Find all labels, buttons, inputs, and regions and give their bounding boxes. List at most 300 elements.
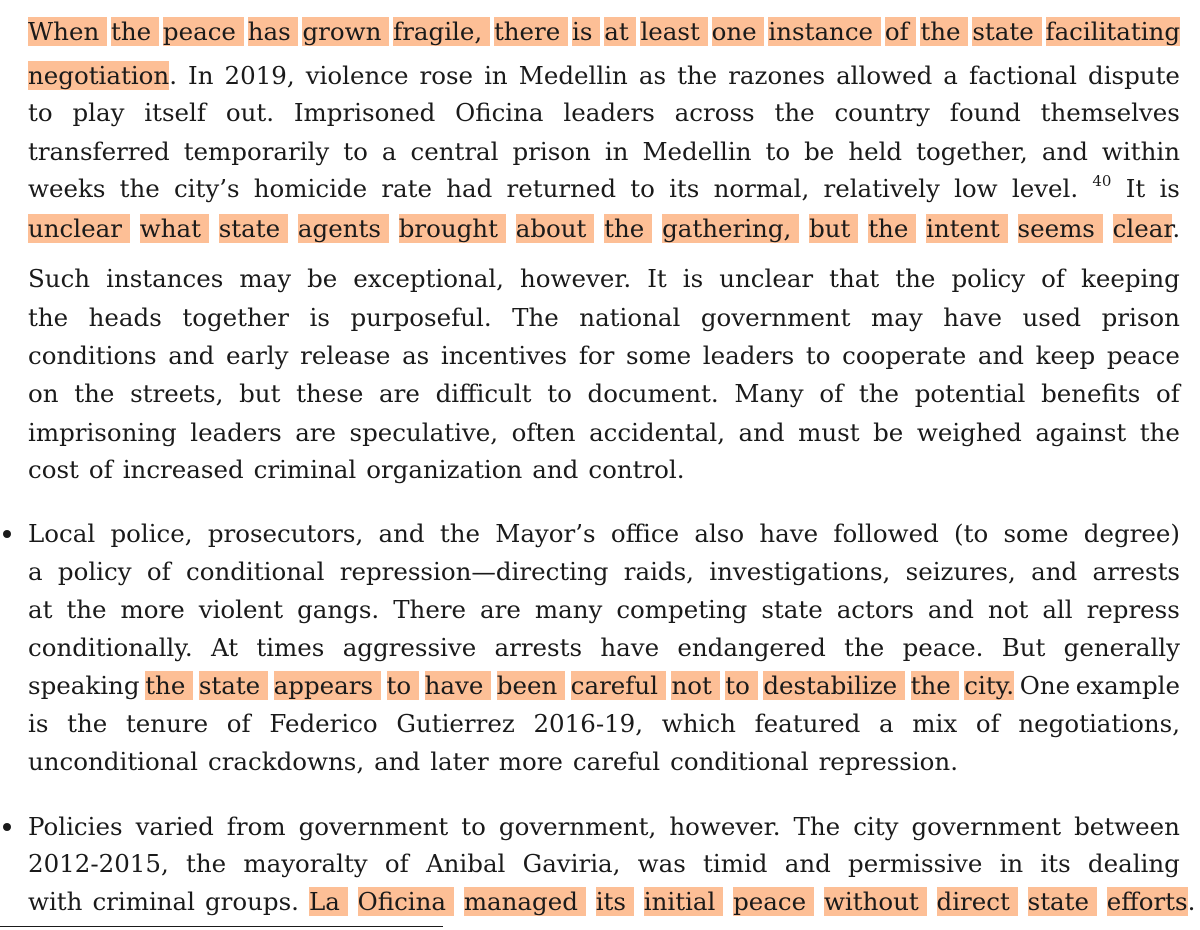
word: may bbox=[239, 264, 292, 293]
word: featured bbox=[754, 709, 861, 738]
word: streets, bbox=[130, 379, 224, 408]
word: be bbox=[873, 418, 904, 447]
word: prosecutors, bbox=[207, 519, 364, 548]
word: (to bbox=[954, 519, 989, 548]
word: Local bbox=[28, 519, 96, 548]
word: government bbox=[911, 812, 1062, 841]
word: held bbox=[848, 137, 903, 166]
word: the bbox=[186, 849, 227, 878]
word: state bbox=[761, 595, 823, 624]
word: are bbox=[379, 379, 420, 408]
word: be bbox=[307, 264, 338, 293]
word: the bbox=[74, 379, 115, 408]
bullet-marker-1 bbox=[3, 530, 11, 538]
word: low bbox=[954, 174, 998, 203]
p2-line-6 bbox=[28, 451, 1180, 488]
word: but bbox=[809, 214, 859, 243]
word: not bbox=[987, 595, 1029, 624]
word: and bbox=[1031, 557, 1078, 586]
word: must bbox=[798, 418, 860, 447]
word: Mayor’s bbox=[495, 519, 596, 548]
word: the bbox=[920, 17, 969, 46]
word: managed bbox=[463, 887, 586, 916]
word: homicide bbox=[253, 174, 368, 203]
word: to bbox=[765, 137, 791, 166]
word: intent bbox=[926, 214, 1008, 243]
word: weighed bbox=[916, 418, 1022, 447]
word: are bbox=[295, 418, 337, 447]
word: is bbox=[309, 303, 330, 332]
word: as bbox=[638, 61, 667, 90]
word: aggressive bbox=[342, 633, 477, 662]
p2-line-2 bbox=[28, 299, 1180, 336]
word: actors bbox=[836, 595, 914, 624]
word: crackdowns, bbox=[207, 747, 365, 776]
p1-line-5 bbox=[28, 170, 1180, 207]
word: careful bbox=[570, 671, 666, 700]
word: Imprisoned bbox=[293, 98, 436, 127]
word: But bbox=[1001, 633, 1046, 662]
word: benefits bbox=[1041, 379, 1141, 408]
word: to bbox=[630, 174, 655, 203]
word: of bbox=[1156, 379, 1180, 408]
word: efforts. bbox=[1106, 887, 1196, 916]
word: weeks bbox=[28, 174, 106, 203]
p2-line-1 bbox=[28, 260, 1180, 297]
word: to bbox=[725, 671, 758, 700]
word: facilitating bbox=[1045, 17, 1180, 46]
word: timid bbox=[703, 849, 768, 878]
word: violent bbox=[198, 595, 284, 624]
word: government bbox=[700, 303, 851, 332]
word: been bbox=[496, 671, 566, 700]
b1-line-3 bbox=[28, 591, 1180, 628]
b1-line-4 bbox=[28, 629, 1180, 666]
word: accidental, bbox=[589, 418, 726, 447]
word: be bbox=[804, 137, 835, 166]
word: had bbox=[446, 174, 493, 203]
word: central bbox=[410, 137, 499, 166]
word: national bbox=[579, 303, 681, 332]
word: mix bbox=[912, 709, 958, 738]
word: When bbox=[28, 17, 108, 46]
word: 40 bbox=[1092, 172, 1112, 190]
word: example bbox=[1075, 671, 1180, 700]
p1-line-4 bbox=[28, 133, 1180, 170]
word: prison bbox=[512, 137, 591, 166]
word: used bbox=[1022, 303, 1082, 332]
word: repression. bbox=[818, 747, 958, 776]
word: and bbox=[1041, 137, 1088, 166]
word: initial bbox=[643, 887, 724, 916]
word: gangs. bbox=[297, 595, 380, 624]
word: at bbox=[28, 595, 53, 624]
word: but bbox=[239, 379, 281, 408]
word: and bbox=[374, 747, 421, 776]
word: later bbox=[430, 747, 489, 776]
word: found bbox=[949, 98, 1021, 127]
word: the bbox=[895, 264, 936, 293]
word: dispute bbox=[1088, 61, 1180, 90]
word: state bbox=[218, 214, 288, 243]
word: keep bbox=[1035, 341, 1096, 370]
word: returned bbox=[506, 174, 617, 203]
word: permissive bbox=[848, 849, 983, 878]
word: with bbox=[28, 887, 83, 916]
word: careful bbox=[572, 747, 661, 776]
word: level. bbox=[1011, 174, 1079, 203]
word: to bbox=[805, 341, 831, 370]
word: not bbox=[671, 671, 720, 700]
word: instance bbox=[768, 17, 881, 46]
word: peace. bbox=[902, 633, 984, 662]
word: and bbox=[378, 519, 425, 548]
word: the bbox=[66, 595, 107, 624]
word: all bbox=[1042, 595, 1073, 624]
word: policy bbox=[951, 264, 1026, 293]
word: for bbox=[578, 341, 615, 370]
word: generally bbox=[1063, 633, 1180, 662]
word: its bbox=[669, 174, 700, 203]
word: fragile, bbox=[393, 17, 490, 46]
word: conditional bbox=[186, 557, 325, 586]
word: transferred bbox=[28, 137, 170, 166]
word: peace bbox=[733, 887, 814, 916]
word: state bbox=[198, 671, 268, 700]
word: clear. bbox=[1112, 214, 1181, 243]
word: speaking bbox=[28, 671, 140, 700]
word: the bbox=[28, 303, 69, 332]
word: Oficina bbox=[455, 98, 544, 127]
word: release bbox=[300, 341, 391, 370]
word: a bbox=[943, 61, 958, 90]
word: Gaviria, bbox=[522, 849, 621, 878]
word: there bbox=[493, 17, 569, 46]
word: some bbox=[626, 341, 692, 370]
word: rose bbox=[419, 61, 474, 90]
word: however. bbox=[669, 812, 781, 841]
word: the bbox=[67, 709, 108, 738]
word: what bbox=[139, 214, 209, 243]
word: the bbox=[119, 174, 160, 203]
word: conditions bbox=[28, 341, 157, 370]
word: conditionally. bbox=[28, 633, 193, 662]
b2-line-2 bbox=[28, 845, 1180, 882]
word: document. bbox=[587, 379, 719, 408]
word: have bbox=[759, 519, 819, 548]
word: unclear bbox=[719, 264, 814, 293]
word: often bbox=[511, 418, 576, 447]
word: these bbox=[296, 379, 364, 408]
word: It bbox=[1125, 174, 1146, 203]
word: It bbox=[647, 264, 667, 293]
word: on bbox=[28, 379, 59, 408]
b1-line-7 bbox=[28, 743, 1180, 780]
word: may bbox=[871, 303, 923, 332]
word: 2019, bbox=[224, 61, 295, 90]
word: difficult bbox=[435, 379, 532, 408]
word: raids, bbox=[623, 557, 694, 586]
word: and bbox=[532, 455, 579, 484]
b1-line-5 bbox=[28, 667, 1180, 704]
word: peace bbox=[1106, 341, 1180, 370]
p1-line-2 bbox=[28, 57, 1180, 94]
word: city. bbox=[964, 671, 1015, 700]
word: to bbox=[343, 137, 368, 166]
word: keeping bbox=[1081, 264, 1180, 293]
word: exceptional, bbox=[353, 264, 504, 293]
word: the bbox=[145, 671, 194, 700]
word: to bbox=[461, 812, 486, 841]
word: investigations, bbox=[709, 557, 891, 586]
word: appears bbox=[273, 671, 381, 700]
word: criminal bbox=[253, 455, 357, 484]
word: 2016-19, bbox=[533, 709, 644, 738]
word: prison bbox=[1101, 303, 1180, 332]
word: relatively bbox=[823, 174, 940, 203]
b1-line-6 bbox=[28, 705, 1180, 742]
word: arrests bbox=[1092, 557, 1180, 586]
word: across bbox=[674, 98, 755, 127]
word: of bbox=[1041, 264, 1065, 293]
word: groups. bbox=[205, 887, 299, 916]
word: is bbox=[28, 709, 49, 738]
word: and bbox=[738, 418, 785, 447]
word: cost bbox=[28, 455, 79, 484]
word: leaders bbox=[702, 341, 795, 370]
word: degree) bbox=[1083, 519, 1180, 548]
word: the bbox=[844, 633, 885, 662]
word: police, bbox=[110, 519, 193, 548]
word: play bbox=[72, 98, 125, 127]
word: themselves bbox=[1040, 98, 1180, 127]
word: brought bbox=[398, 214, 506, 243]
word: to bbox=[547, 379, 572, 408]
word: criminal bbox=[92, 887, 195, 916]
word: the bbox=[774, 98, 815, 127]
word: government, bbox=[498, 812, 657, 841]
word: endangered bbox=[677, 633, 826, 662]
word: leaders bbox=[190, 418, 282, 447]
word: Gutierrez bbox=[396, 709, 515, 738]
word: are bbox=[480, 595, 521, 624]
word: razones bbox=[728, 61, 826, 90]
word: The bbox=[512, 303, 559, 332]
word: imprisoning bbox=[28, 418, 177, 447]
word: state bbox=[972, 17, 1042, 46]
p2-line-5 bbox=[28, 414, 1180, 451]
word: the bbox=[910, 671, 959, 700]
word: In bbox=[188, 61, 214, 90]
word: city bbox=[853, 812, 899, 841]
word: of bbox=[819, 379, 844, 408]
word: grown bbox=[302, 17, 390, 46]
word: seizures, bbox=[905, 557, 1016, 586]
word: mayoralty bbox=[243, 849, 368, 878]
word: between bbox=[1074, 812, 1180, 841]
word: rate bbox=[381, 174, 433, 203]
word: which bbox=[661, 709, 736, 738]
word: has bbox=[247, 17, 299, 46]
word: its bbox=[1040, 849, 1071, 878]
word: in bbox=[604, 137, 629, 166]
word: negotiations, bbox=[1018, 709, 1180, 738]
word: Oficina bbox=[357, 887, 454, 916]
word: direct bbox=[936, 887, 1018, 916]
word: normal, bbox=[713, 174, 810, 203]
word: least bbox=[640, 17, 708, 46]
word: the bbox=[858, 379, 899, 408]
word: country bbox=[834, 98, 930, 127]
p1-line-1 bbox=[28, 13, 1180, 50]
p1-line-6 bbox=[28, 210, 1180, 247]
word: dealing bbox=[1087, 849, 1180, 878]
word: office bbox=[610, 519, 680, 548]
word: Many bbox=[734, 379, 804, 408]
footnote-rule bbox=[0, 926, 443, 927]
word: about bbox=[515, 214, 595, 243]
word: organization bbox=[366, 455, 523, 484]
word: one bbox=[711, 17, 765, 46]
word: a bbox=[878, 709, 894, 738]
word: more bbox=[120, 595, 185, 624]
word: however. bbox=[520, 264, 632, 293]
word: times bbox=[256, 633, 325, 662]
word: destabilize bbox=[763, 671, 905, 700]
word: together, bbox=[916, 137, 1028, 166]
word: at bbox=[604, 17, 637, 46]
word: within bbox=[1101, 137, 1180, 166]
word: unconditional bbox=[28, 747, 198, 776]
word: 2012-2015, bbox=[28, 849, 169, 878]
word: of bbox=[146, 557, 171, 586]
word: is bbox=[572, 17, 601, 46]
word: and bbox=[784, 849, 831, 878]
word: peace bbox=[162, 17, 244, 46]
word: arrests bbox=[494, 633, 583, 662]
b2-line-3 bbox=[28, 883, 1196, 920]
word: the bbox=[111, 17, 159, 46]
word: One bbox=[1019, 671, 1071, 700]
word: leaders bbox=[563, 98, 655, 127]
word: tenure bbox=[125, 709, 209, 738]
b2-line-1 bbox=[28, 808, 1180, 845]
word: city’s bbox=[173, 174, 240, 203]
word: have bbox=[424, 671, 492, 700]
word: was bbox=[637, 849, 686, 878]
word: seems bbox=[1017, 214, 1103, 243]
word: Medellin bbox=[642, 137, 752, 166]
word: against bbox=[1035, 418, 1127, 447]
p2-line-4 bbox=[28, 375, 1180, 412]
word: conditional bbox=[670, 747, 809, 776]
word: factional bbox=[968, 61, 1077, 90]
word: the bbox=[439, 519, 480, 548]
word: have bbox=[600, 633, 660, 662]
word: temporarily bbox=[183, 137, 330, 166]
word: heads bbox=[88, 303, 162, 332]
b1-line-1 bbox=[28, 515, 1180, 552]
word: violence bbox=[305, 61, 409, 90]
word: increased bbox=[122, 455, 244, 484]
b1-line-2 bbox=[28, 553, 1180, 590]
word: to bbox=[386, 671, 419, 700]
word: is bbox=[1159, 174, 1180, 203]
word: of bbox=[88, 455, 113, 484]
word: At bbox=[210, 633, 239, 662]
word: from bbox=[226, 812, 286, 841]
word: speculative, bbox=[349, 418, 499, 447]
word: Anibal bbox=[425, 849, 506, 878]
word: that bbox=[829, 264, 880, 293]
word: government bbox=[298, 812, 449, 841]
word: gathering, bbox=[662, 214, 800, 243]
word: more bbox=[498, 747, 563, 776]
word: of bbox=[226, 709, 251, 738]
word: of bbox=[884, 17, 917, 46]
word: allowed bbox=[836, 61, 933, 90]
p2-line-3 bbox=[28, 337, 1180, 374]
word: and bbox=[977, 341, 1024, 370]
word: repression—directing bbox=[339, 557, 609, 586]
bullet-marker-2 bbox=[3, 823, 11, 831]
word: competing bbox=[616, 595, 748, 624]
word: and bbox=[927, 595, 974, 624]
word: the bbox=[1139, 418, 1180, 447]
word: state bbox=[1027, 887, 1097, 916]
word: Medellin bbox=[518, 61, 628, 90]
word: unclear bbox=[28, 214, 130, 243]
word: control. bbox=[588, 455, 685, 484]
word: of bbox=[384, 849, 409, 878]
word: many bbox=[534, 595, 603, 624]
word: of bbox=[975, 709, 1000, 738]
word: agents bbox=[297, 214, 389, 243]
word: some bbox=[1003, 519, 1069, 548]
word: have bbox=[943, 303, 1002, 332]
word: together bbox=[182, 303, 289, 332]
word: Policies bbox=[28, 812, 123, 841]
word: potential bbox=[914, 379, 1026, 408]
word: to bbox=[28, 98, 53, 127]
word: and bbox=[168, 341, 215, 370]
word: as bbox=[402, 341, 430, 370]
word: instances bbox=[106, 264, 224, 293]
word: without bbox=[823, 887, 927, 916]
word: a bbox=[381, 137, 397, 166]
word: also bbox=[694, 519, 745, 548]
word: in bbox=[484, 61, 508, 90]
word: purposeful. bbox=[350, 303, 492, 332]
word: Such bbox=[28, 264, 91, 293]
word: policy bbox=[57, 557, 132, 586]
word: the bbox=[604, 214, 653, 243]
word: in bbox=[999, 849, 1024, 878]
word: La bbox=[308, 887, 348, 916]
word: followed bbox=[833, 519, 939, 548]
word: early bbox=[225, 341, 289, 370]
word: is bbox=[682, 264, 704, 293]
word: out. bbox=[225, 98, 274, 127]
word: a bbox=[28, 557, 43, 586]
word: varied bbox=[135, 812, 214, 841]
word: the bbox=[868, 214, 917, 243]
word: itself bbox=[144, 98, 206, 127]
word: the bbox=[677, 61, 718, 90]
word: cooperate bbox=[842, 341, 967, 370]
word: repress bbox=[1086, 595, 1180, 624]
word: The bbox=[793, 812, 841, 841]
